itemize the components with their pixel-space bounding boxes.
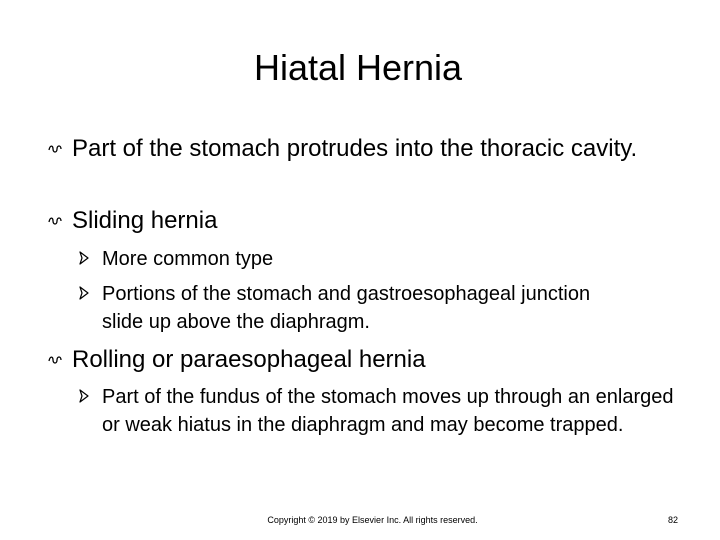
sub-bullet-item bbox=[102, 383, 687, 439]
sub-bullet-text: Part of the fundus of the stomach moves up through an enlarged or weak hiatus in the diaphragm and may become trapped. bbox=[102, 386, 674, 436]
bullet-item bbox=[72, 205, 682, 236]
bullet-item bbox=[72, 133, 682, 164]
swirl-bullet-icon bbox=[48, 216, 62, 226]
arrow-bullet-icon bbox=[79, 251, 89, 265]
swirl-bullet-icon bbox=[48, 144, 62, 154]
bullet-text: Sliding hernia bbox=[72, 207, 218, 234]
sub-bullet-item bbox=[102, 245, 692, 273]
slide-title: Hiatal Hernia bbox=[253, 47, 463, 88]
sub-bullet-text: Portions of the stomach and gastroesophageal junction slide up above the diaphragm. bbox=[102, 283, 591, 333]
page-number: 82 bbox=[667, 515, 678, 525]
sub-bullet-item bbox=[102, 280, 622, 336]
arrow-bullet-icon bbox=[79, 389, 89, 403]
bullet-text: Rolling or paraesophageal hernia bbox=[72, 346, 426, 373]
bullet-text: Part of the stomach protrudes into the thoracic cavity. bbox=[72, 135, 638, 162]
footer-copyright: Copyright © 2019 by Elsevier Inc. All rights reserved. bbox=[267, 515, 478, 525]
swirl-bullet-icon bbox=[48, 355, 62, 365]
arrow-bullet-icon bbox=[79, 286, 89, 300]
sub-bullet-text: More common type bbox=[102, 248, 274, 270]
bullet-item bbox=[72, 344, 682, 375]
